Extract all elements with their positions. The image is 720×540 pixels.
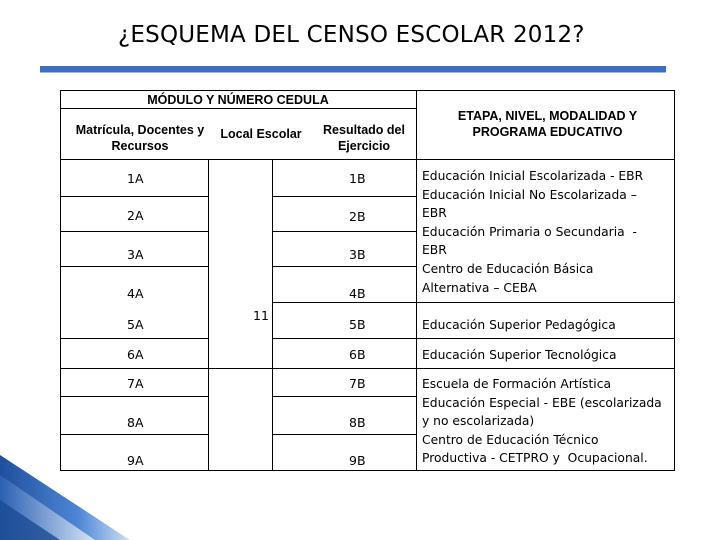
row-divider	[60, 396, 208, 397]
module-b-cell: 5B	[349, 317, 366, 332]
column-divider	[272, 159, 273, 471]
module-b-cell: 9B	[349, 453, 366, 468]
row-divider	[60, 196, 208, 197]
title-divider	[40, 66, 666, 72]
superior-tecnologica-label: Educación Superior Tecnológica	[422, 348, 617, 362]
row-divider	[60, 266, 208, 267]
column-divider	[416, 90, 417, 471]
module-a-cell: 8A	[127, 415, 144, 430]
row-divider	[60, 368, 675, 369]
module-b-cell: 7B	[349, 376, 366, 391]
row-divider	[272, 266, 416, 267]
matricula-column-header: Matrícula, Docentes y Recursos	[75, 123, 205, 153]
module-b-cell: 8B	[349, 415, 366, 430]
module-header: MÓDULO Y NÚMERO CEDULA	[147, 93, 329, 107]
module-b-cell: 4B	[349, 286, 366, 301]
module-b-cell: 6B	[349, 347, 366, 362]
header-divider	[60, 108, 416, 109]
module-a-cell: 2A	[127, 208, 144, 223]
special-programs-list: Escuela de Formación Artística Educación Especial - EBE (escolarizada y no escolarizada) Centro de Educación Técnico Productiva - CETPRO y Ocupacional.	[422, 377, 662, 466]
row-divider	[272, 338, 675, 339]
local-escolar-value: 11	[253, 308, 269, 323]
local-column-header: Local Escolar	[220, 127, 302, 141]
module-a-cell: 3A	[127, 247, 144, 262]
page-title: ¿ESQUEMA DEL CENSO ESCOLAR 2012?	[118, 22, 585, 48]
module-b-cell: 1B	[349, 171, 366, 186]
module-a-cell: 4A	[127, 286, 144, 301]
row-divider	[272, 434, 416, 435]
module-a-cell: 5A	[127, 317, 144, 332]
module-b-cell: 2B	[349, 209, 366, 224]
header-bottom-rule	[60, 159, 675, 160]
module-a-cell: 7A	[127, 376, 144, 391]
row-divider	[272, 396, 416, 397]
row-divider	[272, 231, 416, 232]
row-divider	[272, 302, 675, 303]
decorative-corner-swoosh	[0, 455, 130, 540]
column-divider	[208, 159, 209, 471]
resultado-column-header: Resultado del Ejercicio	[323, 123, 405, 153]
census-schema-table	[60, 90, 675, 471]
row-divider	[60, 338, 208, 339]
module-a-cell: 1A	[127, 171, 144, 186]
etapa-column-header: ETAPA, NIVEL, MODALIDAD Y PROGRAMA EDUCATIVO	[457, 109, 638, 139]
module-a-cell: 9A	[127, 453, 144, 468]
education-levels-list: Educación Inicial Escolarizada - EBR Educación Inicial No Escolarizada – EBR Educación Primaria o Secundaria - EBR Centro de Educación Básica Alternativa – CEBA	[422, 169, 644, 295]
row-divider	[60, 434, 208, 435]
row-divider	[272, 196, 416, 197]
row-divider	[60, 231, 208, 232]
superior-pedagogica-label: Educación Superior Pedagógica	[422, 318, 616, 332]
module-a-cell: 6A	[127, 347, 144, 362]
module-b-cell: 3B	[349, 247, 366, 262]
